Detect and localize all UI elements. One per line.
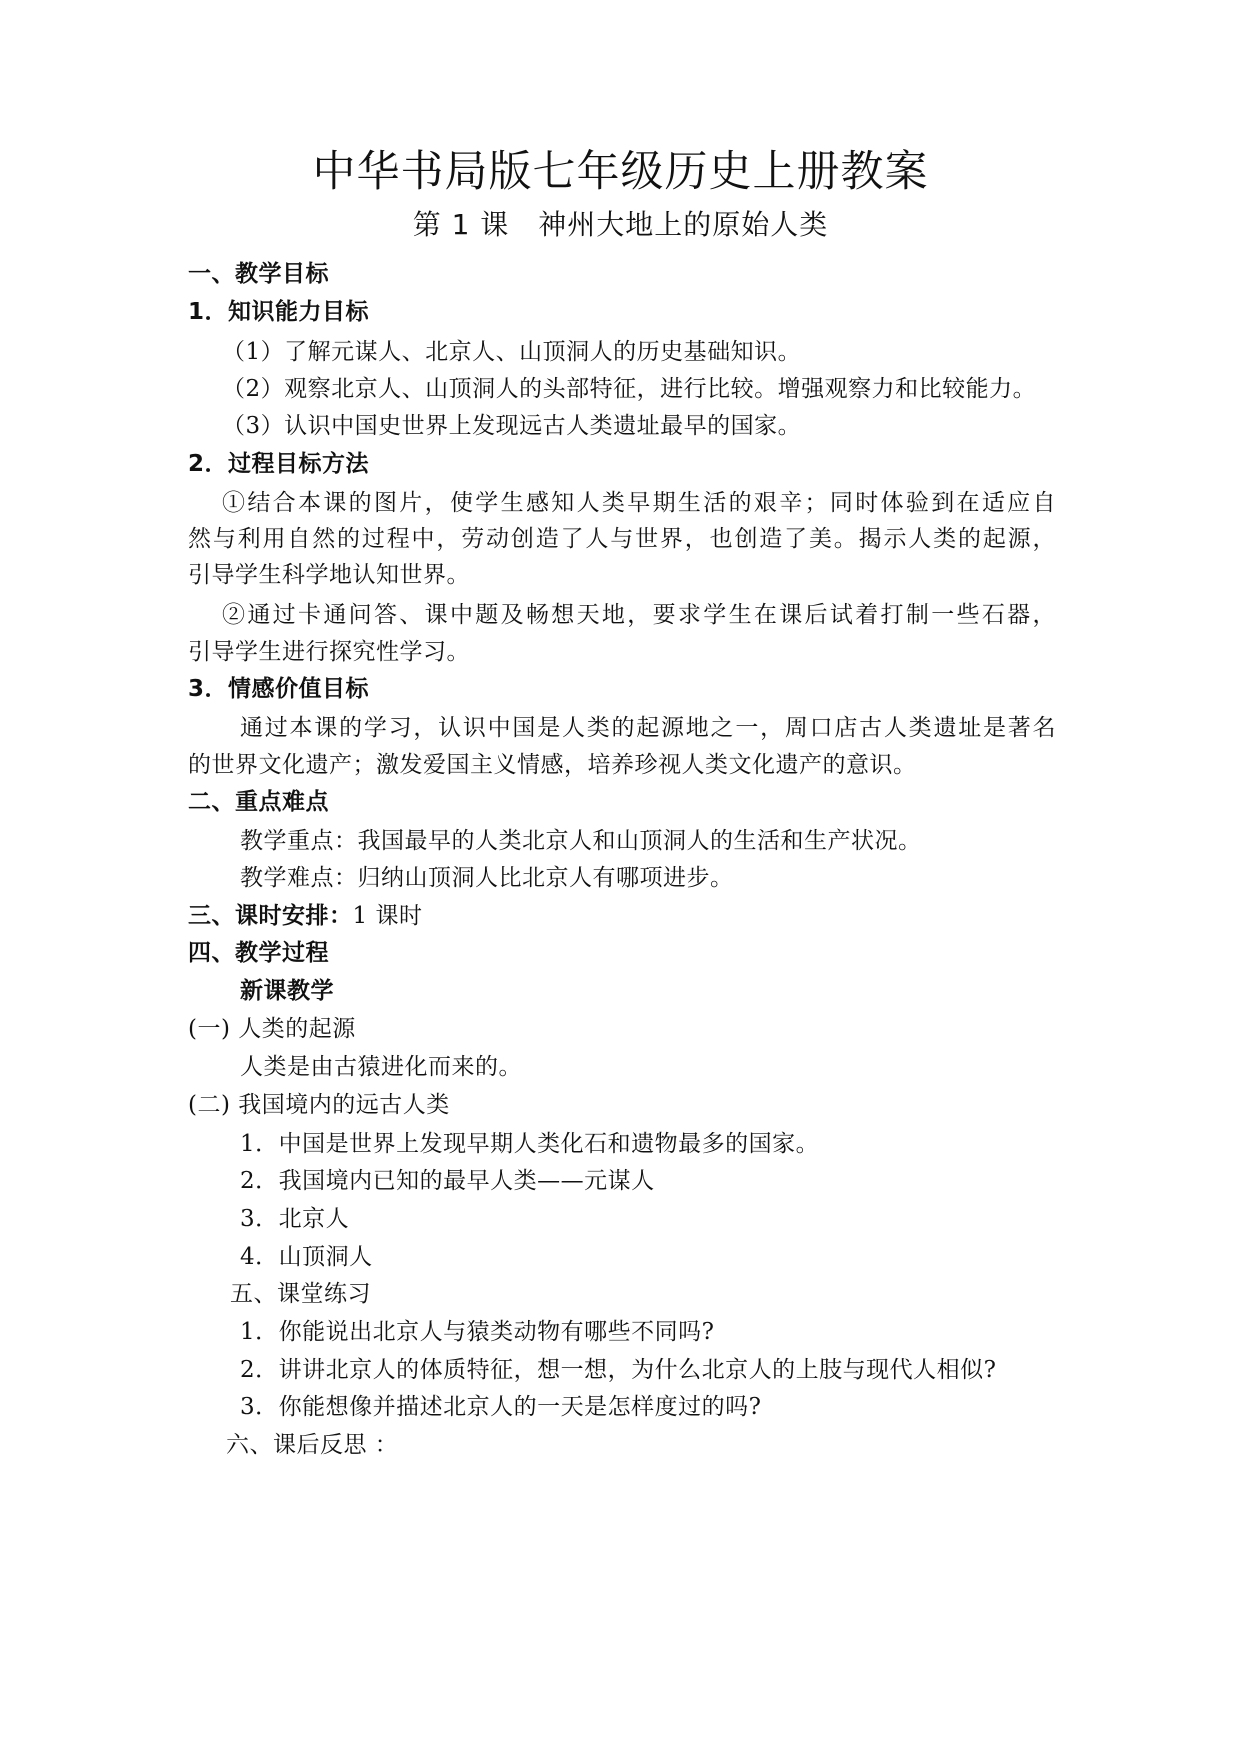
list-item: （3）认识中国史世界上发现远古人类遗址最早的国家。 — [222, 413, 802, 439]
document-title: 中华书局版七年级历史上册教案 — [312, 147, 929, 197]
paragraph-line: 的世界文化遗产；激发爱国主义情感，培养珍视人类文化遗产的意识。 — [188, 752, 917, 778]
paragraph-line: 引导学生进行探究性学习。 — [188, 639, 470, 665]
new-lesson-label: 新课教学 — [240, 978, 334, 1004]
section-heading-objectives: 一、教学目标 — [188, 261, 329, 287]
part-heading: (二) 我国境内的远古人类 — [188, 1092, 450, 1118]
list-item: 4．山顶洞人 — [240, 1244, 373, 1270]
schedule-label: 三、课时安排： — [188, 903, 353, 929]
paragraph-line: 引导学生科学地认知世界。 — [188, 562, 470, 588]
list-item: （1）了解元谋人、北京人、山顶洞人的历史基础知识。 — [222, 339, 802, 365]
list-item: （2）观察北京人、山顶洞人的头部特征，进行比较。增强观察力和比较能力。 — [222, 376, 1037, 402]
paragraph-line: 通过本课的学习，认识中国是人类的起源地之一，周口店古人类遗址是著名 — [240, 715, 1056, 741]
section-heading-reflection: 六、课后反思 ： — [226, 1432, 399, 1458]
exercise-item: 3．你能想像并描述北京人的一天是怎样度过的吗? — [240, 1394, 762, 1420]
teaching-difficulty: 教学难点：归纳山顶洞人比北京人有哪项进步。 — [240, 865, 734, 891]
section-heading-schedule — [188, 901, 422, 931]
list-item: 1．中国是世界上发现早期人类化石和遗物最多的国家。 — [240, 1131, 820, 1157]
exercise-item: 2．讲讲北京人的体质特征，想一想，为什么北京人的上肢与现代人相似? — [240, 1357, 997, 1383]
subheading-emotion: 3．情感价值目标 — [188, 676, 370, 702]
section-heading-process: 四、教学过程 — [188, 940, 329, 966]
part-text: 人类是由古猿进化而来的。 — [240, 1054, 522, 1080]
subheading-process: 2．过程目标方法 — [188, 451, 370, 477]
section-heading-key-points: 二、重点难点 — [188, 789, 329, 815]
exercise-item: 1．你能说出北京人与猿类动物有哪些不同吗? — [240, 1319, 715, 1345]
paragraph-line: ②通过卡通问答、课中题及畅想天地，要求学生在课后试着打制一些石器， — [222, 602, 1056, 628]
paragraph-line: 然与利用自然的过程中，劳动创造了人与世界，也创造了美。揭示人类的起源， — [188, 526, 1056, 552]
paragraph-line: ①结合本课的图片，使学生感知人类早期生活的艰辛；同时体验到在适应自 — [222, 490, 1056, 516]
teaching-key-point: 教学重点：我国最早的人类北京人和山顶洞人的生活和生产状况。 — [240, 828, 922, 854]
section-heading-practice: 五、课堂练习 — [230, 1281, 371, 1307]
list-item: 3．北京人 — [240, 1206, 350, 1232]
subheading-knowledge: 1．知识能力目标 — [188, 299, 370, 325]
lesson-subtitle: 第 1 课 神州大地上的原始人类 — [412, 208, 829, 241]
list-item: 2．我国境内已知的最早人类——元谋人 — [240, 1168, 655, 1194]
schedule-value: 1 课时 — [352, 903, 423, 929]
part-heading: (一) 人类的起源 — [188, 1016, 356, 1042]
